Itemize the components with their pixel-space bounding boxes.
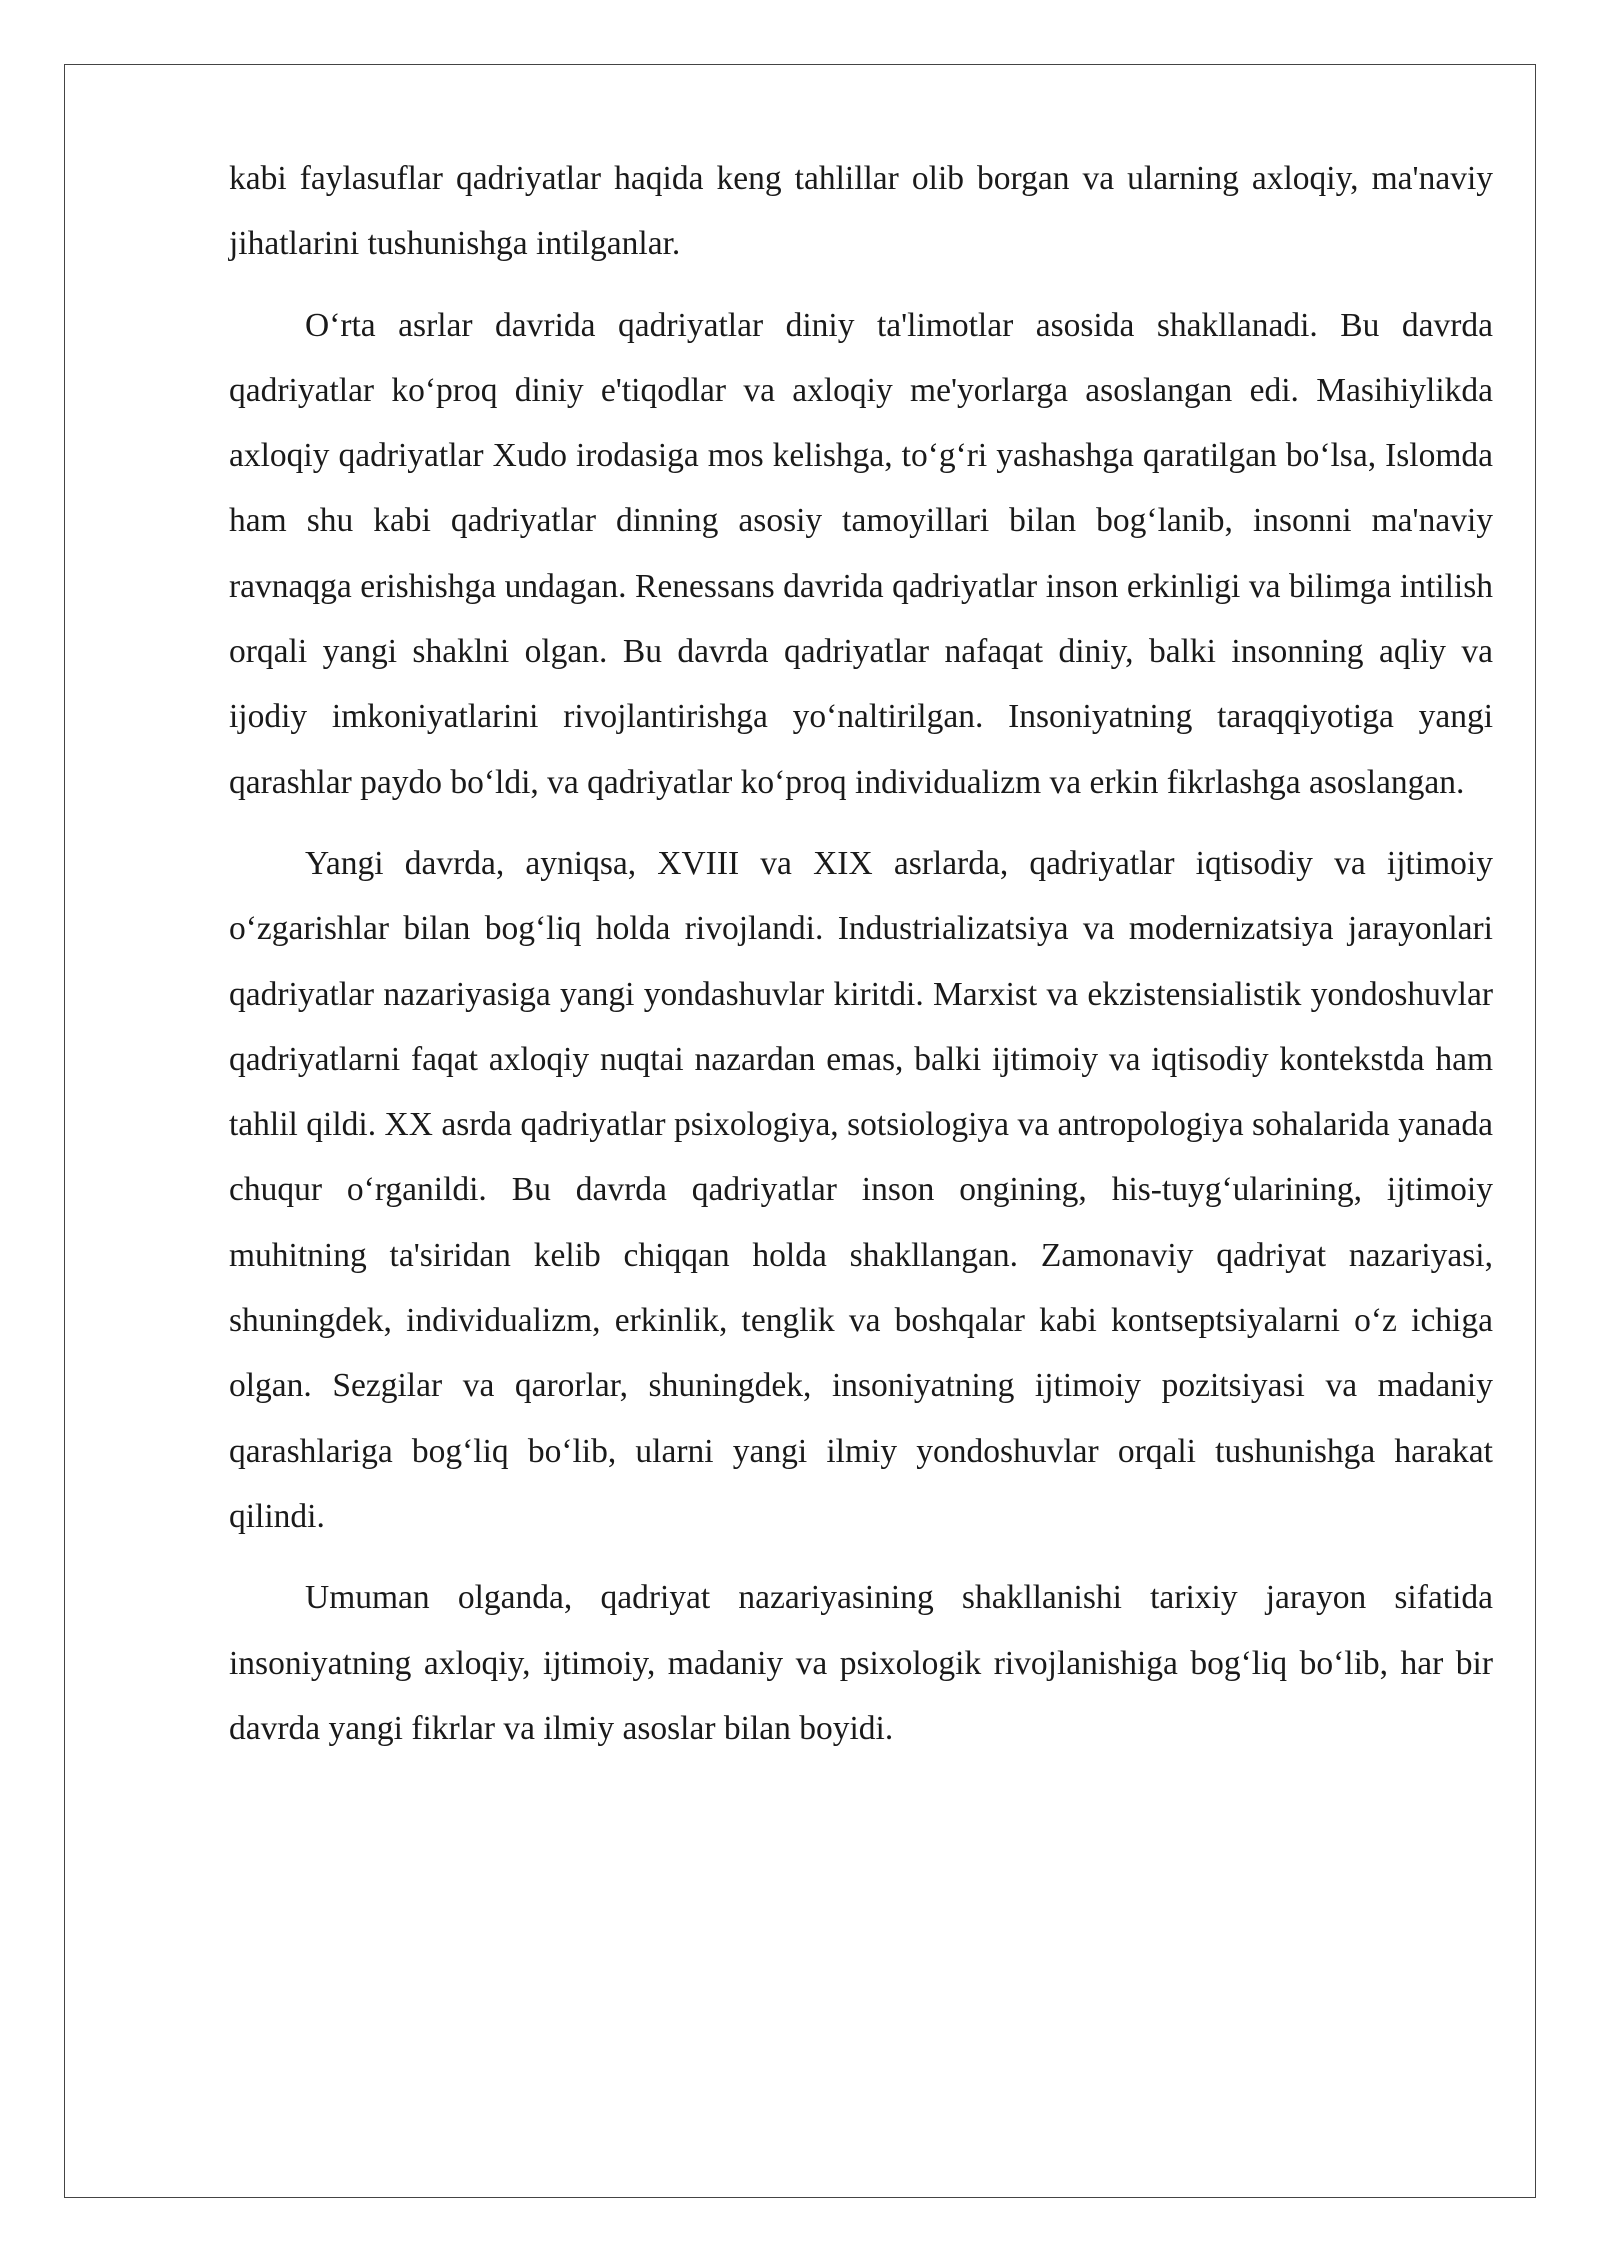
paragraph-conclusion: Umuman olganda, qadriyat nazariyasining shakllanishi tarixiy jarayon sifatida insoniyatning axloqiy, ijtimoiy, madaniy va psixologik rivojlanishiga bog‘liq bo‘lib, har bir davrda yangi fikrlar va ilmiy asoslar bilan boyidi. <box>229 1579 1493 1747</box>
paragraph-continuation: kabi faylasuflar qadriyatlar haqida keng tahlillar olib borgan va ularning axloqiy, ma'naviy jihatlarini tushunishga intilganlar. <box>229 160 1493 263</box>
paragraph-modern-era: Yangi davrda, ayniqsa, XVIII va XIX asrlarda, qadriyatlar iqtisodiy va ijtimoiy o‘zgarishlar bilan bog‘liq holda rivojlandi. Industrializatsiya va modernizatsiya jarayonlari qadriyatlar nazariyasiga yangi yondashuvlar kiritdi. Marxist va ekzistensialistik yondoshuvlar qadriyatlarni faqat axloqiy nuqtai nazardan emas, balki ijtimoiy va iqtisodiy kontekstda ham tahlil qildi. XX asrda qadriyatlar psixologiya, sotsiologiya va antropologiya sohalarida yanada chuqur o‘rganildi. Bu davrda qadriyatlar inson ongining, his-tuyg‘ularining, ijtimoiy muhitning ta'siridan kelib chiqqan holda shakllangan. Zamonaviy qadriyat nazariyasi, shuningdek, individualizm, erkinlik, tenglik va boshqalar kabi kontseptsiyalarni o‘z ichiga olgan. Sezgilar va qarorlar, shuningdek, insoniyatning ijtimoiy pozitsiyasi va madaniy qarashlariga bog‘liq bo‘lib, ularni yangi ilmiy yondoshuvlar orqali tushunishga harakat qilindi. <box>229 844 1493 1535</box>
paragraph-middle-ages: O‘rta asrlar davrida qadriyatlar diniy ta'limotlar asosida shakllanadi. Bu davrda qadriyatlar ko‘proq diniy e'tiqodlar va axloqiy me'yorlarga asoslangan edi. Masihiylikda axloqiy qadriyatlar Xudo irodasiga mos kelishga, to‘g‘ri yashashga qaratilgan bo‘lsa, Islomda ham shu kabi qadriyatlar dinning asosiy tamoyillari bilan bog‘lanib, insonni ma'naviy ravnaqga erishishga undagan. Renessans davrida qadriyatlar inson erkinligi va bilimga intilish orqali yangi shaklni olgan. Bu davrda qadriyatlar nafaqat diniy, balki insonning aqliy va ijodiy imkoniyatlarini rivojlantirishga yo‘naltirilgan. Insoniyatning taraqqiyotiga yangi qarashlar paydo bo‘ldi, va qadriyatlar ko‘proq individualizm va erkin fikrlashga asoslangan. <box>229 306 1493 801</box>
document-body <box>229 146 1493 1777</box>
